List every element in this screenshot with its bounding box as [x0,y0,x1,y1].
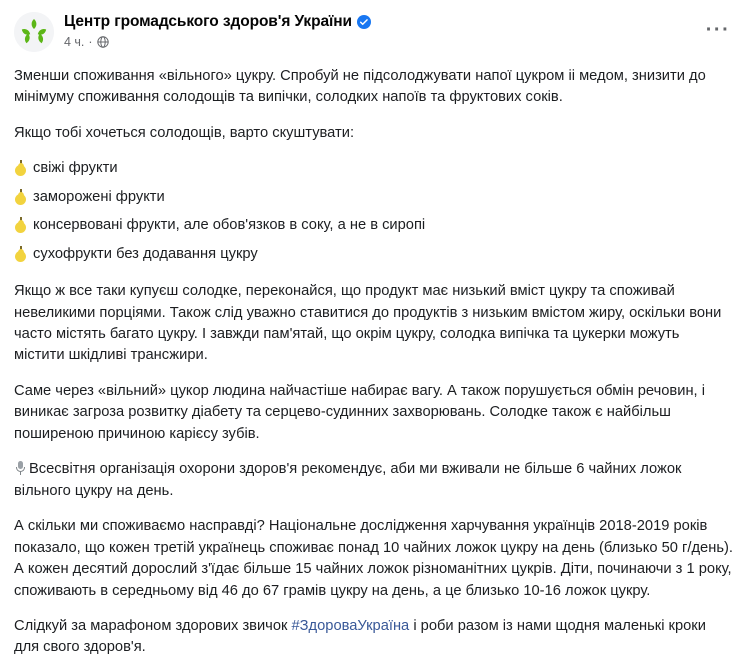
pear-icon [14,215,27,238]
who-recommendation-text: Всесвітня організація охорони здоров'я рекомендує, аби ми вживали не більше 6 чайних ложок вільного цукру на день. [14,461,682,499]
post-timestamp[interactable]: 4 ч. [64,34,85,49]
hashtag-link[interactable]: #ЗдороваУкраїна [291,618,410,634]
post-header-text [64,12,371,49]
list-item-label: свіжі фрукти [33,160,118,177]
page-name[interactable]: Центр громадського здоров'я України [64,13,352,30]
pear-icon [14,244,27,267]
list-item [14,215,734,238]
page-name-row [64,13,371,32]
meta-separator: · [88,34,93,49]
list-item-label: консервовані фрукти, але обов'язков в соку, а не в сиропі [33,217,426,234]
post-options-button[interactable]: ··· [705,19,731,41]
post-paragraph: Якщо ж все таки купуєш солодке, переконайся, що продукт має низький вміст цукру та споживай невеликими порціями. Також слід уважно ставитися до продуктів з низьким вмістом жиру, оскільки вони часто містять багато цукру. І завжди пам'ятай, що окрім цукру, солодка випічка та цукерки можуть містити шкідливі трансжири. [14,283,722,364]
who-recommendation-paragraph [14,459,734,502]
pear-icon [14,158,27,181]
closing-paragraph [14,616,734,659]
globe-icon[interactable] [97,36,109,48]
microphone-icon [14,461,27,475]
list-item [14,244,734,267]
post-header [0,0,748,52]
post-body [0,52,748,667]
closing-text-after: і роби разом із нами щодня маленькі кроки для свого здоров'я. [14,618,706,656]
avatar[interactable] [14,12,54,52]
pear-icon [14,187,27,210]
post-paragraph: Саме через «вільний» цукор людина найчастіше набирає вагу. А також порушується обмін речовин, і виникає загроза розвитку діабету та серцево-судинних захворювань. Солодке також є найбільш поширеною причиною карієсу зубів. [14,382,705,442]
post-paragraph: Зменши споживання «вільного» цукру. Спробуй не підсолоджувати напої цукром іі медом, знизити до мінімуму споживання солодощів та випічки, солодких напоїв та фруктових соків. [14,68,706,106]
closing-text-before: Слідкуй за марафоном здорових звичок [14,618,292,634]
list-item-label: заморожені фрукти [33,188,165,205]
list-item [14,187,734,210]
post-paragraph: Якщо тобі хочеться солодощів, варто скуштувати: [14,124,355,141]
statistics-paragraph: А скільки ми споживаємо насправді? Національне дослідження харчування українців 2018-2019 років показало, що кожен третій українець споживає понад 10 чайних ложок цукру на день (близько 50 г/день). А кожен десятий дорослий з'їдає більше 15 чайних ложок різноманітних цукрів. Діти, починаючи з 1 року, споживають в середньому від 46 до 67 грамів цукру на день, а це близько 10-16 ложок цукру. [14,518,733,599]
post-meta [64,35,371,49]
list-item-label: сухофрукти без додавання цукру [33,245,258,262]
list-item [14,158,734,181]
fruit-list [14,158,734,267]
verified-badge-icon [357,15,371,29]
leaf-logo-icon [14,12,54,52]
